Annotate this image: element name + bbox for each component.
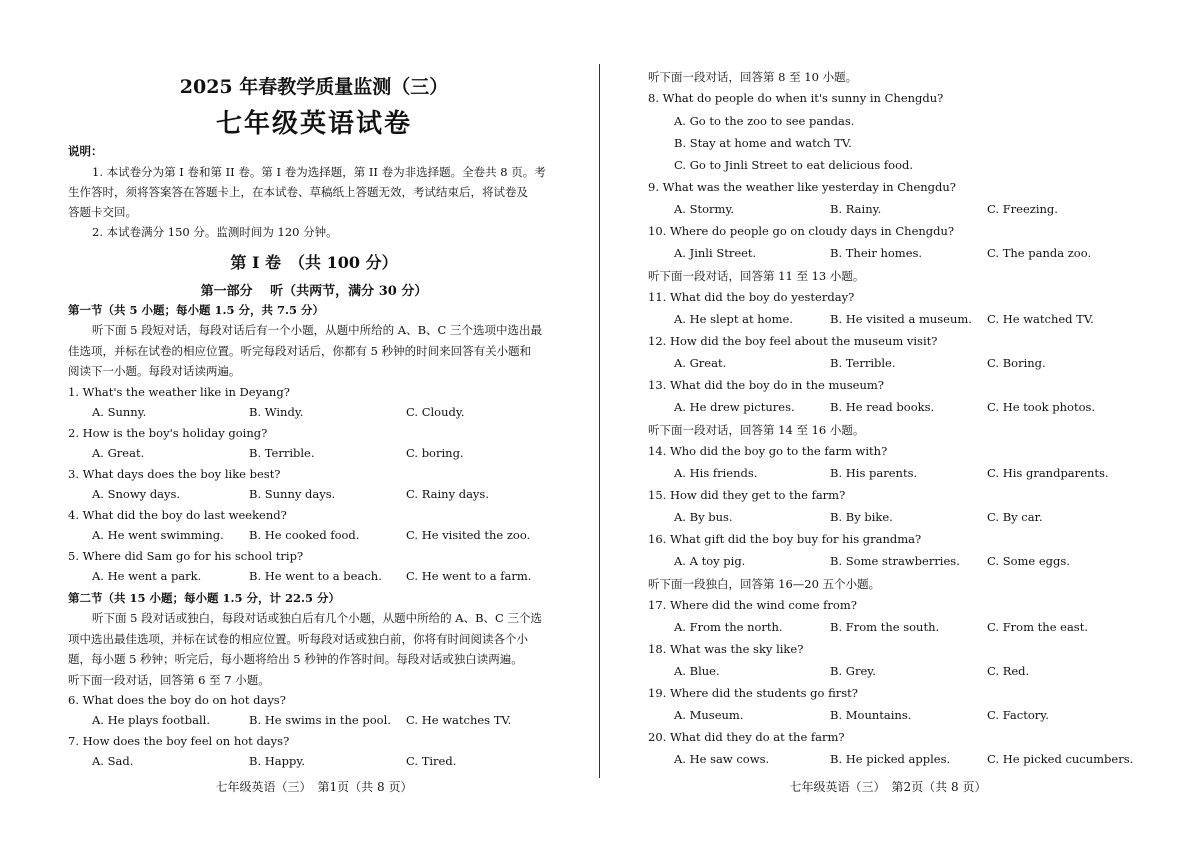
q16-option-a: A. A toy pig. [674, 554, 746, 568]
question-20: 20. What did they do at the farm? [648, 730, 845, 744]
section2-heading: 第二节（共 15 小题；每小题 1.5 分，计 22.5 分） [68, 591, 341, 605]
part-heading: 第一部分 听（共两节，满分 30 分） [200, 284, 428, 299]
q14-option-a: A. His friends. [674, 466, 758, 480]
q4-option-c: C. He visited the zoo. [406, 528, 531, 542]
q16-option-c: C. Some eggs. [987, 554, 1070, 568]
q17-option-b: B. From the south. [830, 620, 940, 634]
page-footer: 七年级英语（三） 第2页（共 8 页） [789, 780, 987, 794]
q20-option-c: C. He picked cucumbers. [987, 752, 1134, 766]
section1-heading: 第一节（共 5 小题；每小题 1.5 分，共 7.5 分） [68, 303, 325, 317]
note-line: 生作答时，须将答案答在答题卡上，在本试卷、草稿纸上答题无效，考试结束后，将试卷及 [68, 185, 528, 199]
q11-option-c: C. He watched TV. [987, 312, 1094, 326]
q9-option-b: B. Rainy. [830, 202, 882, 216]
q5-option-a: A. He went a park. [92, 569, 202, 583]
q12-option-b: B. Terrible. [830, 356, 896, 370]
q7-option-a: A. Sad. [92, 754, 134, 768]
q2-option-c: C. boring. [406, 446, 464, 460]
q11-option-a: A. He slept at home. [674, 312, 793, 326]
question-8: 8. What do people do when it's sunny in Chengdu? [648, 91, 944, 105]
q3-option-a: A. Snowy days. [92, 487, 181, 501]
q14-option-c: C. His grandparents. [987, 466, 1109, 480]
left-page [68, 0, 560, 847]
section2-instruction: 项中选出最佳选项，并标在试卷的相应位置。听每段对话或独白前，你将有时间阅读各个小 [68, 632, 528, 646]
q18-option-a: A. Blue. [674, 664, 720, 678]
q11-option-b: B. He visited a museum. [830, 312, 972, 326]
q15-option-c: C. By car. [987, 510, 1043, 524]
q12-option-c: C. Boring. [987, 356, 1046, 370]
q19-option-c: C. Factory. [987, 708, 1049, 722]
question-7: 7. How does the boy feel on hot days? [68, 734, 290, 748]
volume-heading: 第 I 卷 （共 100 分） [230, 253, 398, 272]
question-4: 4. What did the boy do last weekend? [68, 508, 287, 522]
question-14: 14. Who did the boy go to the farm with? [648, 444, 888, 458]
q1-option-a: A. Sunny. [92, 405, 147, 419]
q10-option-b: B. Their homes. [830, 246, 923, 260]
question-6: 6. What does the boy do on hot days? [68, 693, 286, 707]
q2-option-b: B. Terrible. [249, 446, 315, 460]
q18-option-c: C. Red. [987, 664, 1030, 678]
q13-option-a: A. He drew pictures. [674, 400, 795, 414]
q19-option-a: A. Museum. [674, 708, 744, 722]
q3-option-b: B. Sunny days. [249, 487, 336, 501]
q8-option-a: A. Go to the zoo to see pandas. [674, 114, 855, 128]
q8-option-c: C. Go to Jinli Street to eat delicious food. [674, 158, 914, 172]
q13-option-b: B. He read books. [830, 400, 935, 414]
question-2: 2. How is the boy's holiday going? [68, 426, 268, 440]
page-footer: 七年级英语（三） 第1页（共 8 页） [215, 780, 413, 794]
question-13: 13. What did the boy do in the museum? [648, 378, 884, 392]
q17-option-a: A. From the north. [674, 620, 783, 634]
listen-prompt-14-16: 听下面一段对话，回答第 14 至 16 小题。 [648, 423, 865, 437]
q1-option-c: C. Cloudy. [406, 405, 465, 419]
q6-option-b: B. He swims in the pool. [249, 713, 391, 727]
section1-instruction: 听下面 5 段短对话，每段对话后有一个小题，从题中所给的 A、B、C 三个选项中选出最 [92, 323, 542, 337]
q15-option-a: A. By bus. [674, 510, 733, 524]
q3-option-c: C. Rainy days. [406, 487, 489, 501]
question-12: 12. How did the boy feel about the museum visit? [648, 334, 938, 348]
q4-option-a: A. He went swimming. [92, 528, 224, 542]
listen-prompt-11-13: 听下面一段对话，回答第 11 至 13 小题。 [648, 269, 865, 283]
q5-option-b: B. He went to a beach. [249, 569, 382, 583]
listen-prompt-8-10: 听下面一段对话，回答第 8 至 10 小题。 [648, 70, 858, 84]
right-page [648, 0, 1134, 847]
q16-option-b: B. Some strawberries. [830, 554, 960, 568]
q5-option-c: C. He went to a farm. [406, 569, 532, 583]
q1-option-b: B. Windy. [249, 405, 304, 419]
note-line: 答题卡交回。 [68, 205, 137, 219]
q15-option-b: B. By bike. [830, 510, 893, 524]
page-divider [599, 64, 600, 778]
q9-option-c: C. Freezing. [987, 202, 1058, 216]
q20-option-a: A. He saw cows. [674, 752, 770, 766]
q4-option-b: B. He cooked food. [249, 528, 360, 542]
q14-option-b: B. His parents. [830, 466, 918, 480]
section2-instruction: 题，每小题 5 秒钟；听完后，每小题将给出 5 秒钟的作答时间。每段对话或独白读两遍。 [68, 652, 523, 666]
exam-title: 2025 年春教学质量监测（三） [179, 76, 449, 98]
note-line: 2. 本试卷满分 150 分。监测时间为 120 分钟。 [92, 225, 338, 239]
q12-option-a: A. Great. [674, 356, 727, 370]
question-15: 15. How did they get to the farm? [648, 488, 846, 502]
q10-option-c: C. The panda zoo. [987, 246, 1092, 260]
notes-heading: 说明： [68, 144, 103, 158]
question-16: 16. What gift did the boy buy for his grandma? [648, 532, 922, 546]
q13-option-c: C. He took photos. [987, 400, 1096, 414]
section1-instruction: 佳选项，并标在试卷的相应位置。听完每段对话后，你都有 5 秒钟的时间来回答有关小题和 [68, 344, 532, 358]
listen-prompt-6-7: 听下面一段对话，回答第 6 至 7 小题。 [68, 673, 270, 687]
question-5: 5. Where did Sam go for his school trip? [68, 549, 304, 563]
q6-option-c: C. He watches TV. [406, 713, 512, 727]
question-1: 1. What's the weather like in Deyang? [68, 385, 290, 399]
question-18: 18. What was the sky like? [648, 642, 804, 656]
question-17: 17. Where did the wind come from? [648, 598, 857, 612]
q6-option-a: A. He plays football. [92, 713, 211, 727]
question-11: 11. What did the boy do yesterday? [648, 290, 855, 304]
question-19: 19. Where did the students go first? [648, 686, 858, 700]
q19-option-b: B. Mountains. [830, 708, 912, 722]
exam-subtitle: 七年级英语试卷 [215, 109, 412, 139]
q18-option-b: B. Grey. [830, 664, 876, 678]
question-10: 10. Where do people go on cloudy days in Chengdu? [648, 224, 955, 238]
question-9: 9. What was the weather like yesterday in Chengdu? [648, 180, 956, 194]
section2-instruction: 听下面 5 段对话或独白，每段对话或独白后有几个小题，从题中所给的 A、B、C 三个选 [92, 611, 542, 625]
q7-option-c: C. Tired. [406, 754, 457, 768]
q2-option-a: A. Great. [92, 446, 145, 460]
q17-option-c: C. From the east. [987, 620, 1088, 634]
q9-option-a: A. Stormy. [674, 202, 735, 216]
section1-instruction: 阅读下一小题。每段对话读两遍。 [68, 364, 241, 378]
q10-option-a: A. Jinli Street. [674, 246, 757, 260]
question-3: 3. What days does the boy like best? [68, 467, 281, 481]
q8-option-b: B. Stay at home and watch TV. [674, 136, 852, 150]
listen-prompt-16-20: 听下面一段独白，回答第 16—20 五个小题。 [648, 577, 881, 591]
note-line: 1. 本试卷分为第 I 卷和第 II 卷。第 I 卷为选择题，第 II 卷为非选择题。全卷共 8 页。考 [92, 165, 546, 179]
q20-option-b: B. He picked apples. [830, 752, 951, 766]
q7-option-b: B. Happy. [249, 754, 305, 768]
